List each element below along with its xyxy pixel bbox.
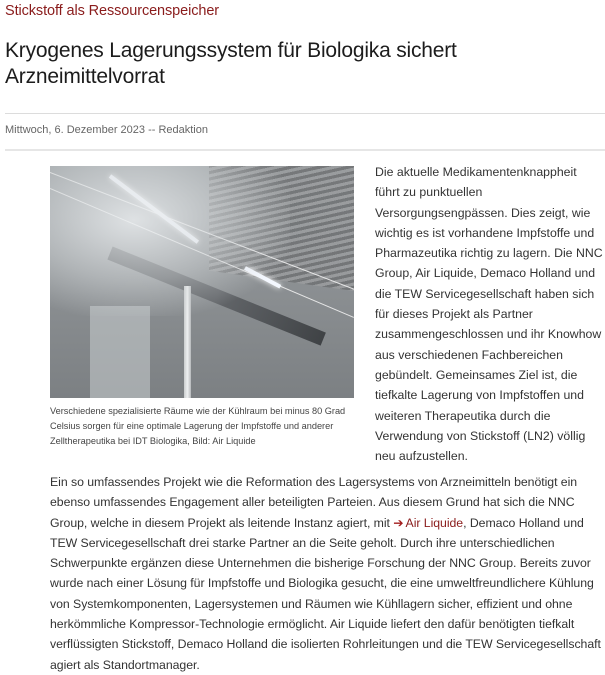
photo-wall-window bbox=[90, 306, 150, 398]
article-title: Kryogenes Lagerungssystem für Biologika sichert Arzneimittelvorrat bbox=[5, 39, 457, 88]
article-intro: Die aktuelle Medikamentenknappheit führt zu punktuellen Versorgungsengpässen. Dies zeigt, wie wichtig es ist vorhandene Impfstoffe und Pharmazeutika richtig zu lagern. Die NNC Group, Air Liquide, Demaco Holland und die TEW Servicegesellschaft haben sich für dieses Projekt als Partner zusammengeschlossen und ihr Knowhow aus verschiedenen Fachbereichen gebündelt. Gemeinsames Ziel ist, die tiefkalte Lagerung von Impfstoffen und weiteren Therapeutika durch die Verwendung von Stickstoff (LN2) völlig neu aufzustellen. bbox=[375, 165, 603, 464]
figure-caption: Verschiedene spezialisierte Räume wie der Kühlraum bei minus 80 Grad Celsius sorgen für eine optimale Lagerung der Impfstoffe und anderer Zelltherapeutika bei IDT Biologika, Bild: Air Liquide bbox=[50, 406, 346, 446]
air-liquide-link[interactable] bbox=[393, 516, 463, 530]
body-text-after-link: , Demaco Holland und TEW Servicegesellschaft drei starke Partner an die Seite geholt. Durch ihre unterschiedlichen Schwerpunkte ergänzen diese Unternehmen die bisherige Forschung der NNC Group. Bereits zuvor wurde nach einer Lösung für Impfstoffe und Biologika gesucht, die eine umweltfreundlichere Kühlung von Systemkomponenten, Lagersystemen und Räumen wie Kühllagern sicher, effizient und ohne herkömmliche Kompressor-Technologie ermöglicht. Air Liquide liefert den dafür benötigten tiefkalt verflüssigten Stickstoff, Demaco Holland die isolierten Rohrleitungen und die TEW Servicegesellschaft agiert als Standortmanager. bbox=[50, 515, 601, 672]
body-text-before-link: Ein so umfassendes Projekt wie die Reformation des Lagersystems von Arzneimitteln benötigt ein ebenso umfassendes Engagement aller beteiligten Parteien. Aus diesem Grund hat sich die NNC Group, welche in diesem Projekt als leitende Instanz agiert, mit bbox=[50, 475, 578, 530]
air-liquide-link-label: Air Liquide bbox=[405, 515, 464, 530]
article-figure bbox=[50, 166, 355, 449]
arrow-right-icon: ➔ bbox=[393, 515, 404, 530]
article-meta: Mittwoch, 6. Dezember 2023 -- Redaktion bbox=[5, 124, 208, 136]
article-photo[interactable] bbox=[50, 166, 354, 398]
divider-top bbox=[5, 113, 605, 114]
photo-fog bbox=[50, 166, 290, 316]
article-kicker[interactable]: Stickstoff als Ressourcenspeicher bbox=[5, 3, 220, 19]
article-body bbox=[50, 472, 602, 675]
divider-bottom bbox=[5, 149, 605, 151]
